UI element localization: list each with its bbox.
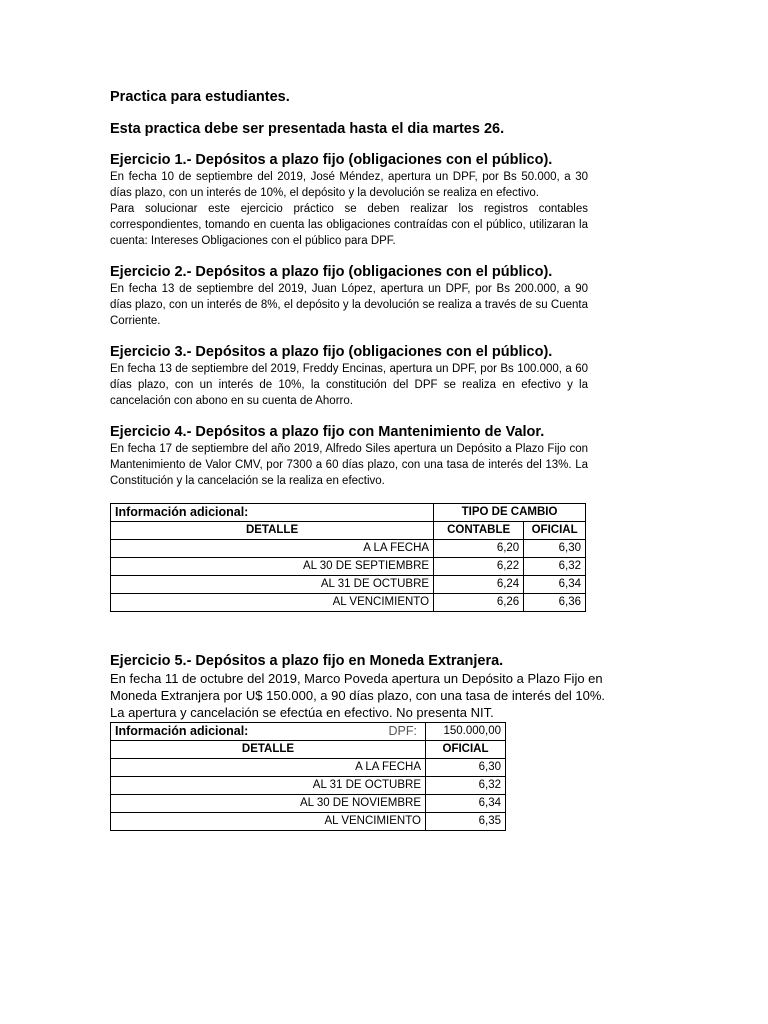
row-label: AL VENCIMIENTO — [111, 594, 434, 612]
row-label: AL VENCIMIENTO — [111, 813, 426, 831]
oficial-value: 6,34 — [524, 576, 586, 594]
ex2-heading: Ejercicio 2.- Depósitos a plazo fijo (obligaciones con el público). — [110, 264, 553, 280]
row-label: AL 30 DE NOVIEMBRE — [111, 795, 426, 813]
ex4-exchange-table — [110, 503, 586, 612]
table-row — [111, 504, 586, 522]
ex5-line-2: Moneda Extranjera por U$ 150.000, a 90 días plazo, con una tasa de interés del 10%. — [110, 688, 606, 703]
contable-value: 6,26 — [434, 594, 524, 612]
ex4-heading: Ejercicio 4.- Depósitos a plazo fijo con Mantenimiento de Valor. — [110, 424, 545, 440]
row-label: AL 31 DE OCTUBRE — [111, 576, 434, 594]
ex2-text: En fecha 13 de septiembre del 2019, Juan López, apertura un DPF, por Bs 200.000, a 90 días plazo, con un interés de 8%, el depósito y la devolución se realiza a través de su Cuenta Corriente. — [110, 283, 588, 327]
oficial-value: 6,34 — [426, 795, 506, 813]
row-label: A LA FECHA — [111, 540, 434, 558]
ex3-text: En fecha 13 de septiembre del 2019, Freddy Encinas, apertura un DPF, por Bs 100.000, a 60 días plazo, con un interés de 10%, la constitución del DPF se realiza en efectivo y la cancelación con abono en su cuenta de Ahorro. — [110, 363, 588, 407]
table-row — [111, 759, 506, 777]
oficial-value: 6,35 — [426, 813, 506, 831]
ex5-heading: Ejercicio 5.- Depósitos a plazo fijo en Moneda Extranjera. — [110, 653, 504, 669]
ex5-exchange-table — [110, 722, 506, 831]
table-row — [111, 576, 586, 594]
ex4-text: En fecha 17 de septiembre del año 2019, Alfredo Siles apertura un Depósito a Plazo Fijo con Mantenimiento de Valor CMV, por 7300 a 60 días plazo, con una tasa de interés del 13%. La Constitución y la cancelación se la realiza en efectivo. — [110, 443, 588, 487]
col-oficial: OFICIAL — [524, 522, 586, 540]
table-row — [111, 522, 586, 540]
oficial-value: 6,32 — [524, 558, 586, 576]
col-detalle: DETALLE — [111, 522, 434, 540]
deadline-note: Esta practica debe ser presentada hasta el dia martes 26. — [110, 121, 505, 137]
info-label: Información adicional: — [115, 724, 249, 738]
document-title: Practica para estudiantes. — [110, 89, 290, 105]
ex1-text: En fecha 10 de septiembre del 2019, José Méndez, apertura un DPF, por Bs 50.000, a 30 días plazo, con un interés de 10%, el depósito y la devolución se realiza en efectivo. — [110, 171, 588, 199]
oficial-value: 6,32 — [426, 777, 506, 795]
ex3-heading: Ejercicio 3.- Depósitos a plazo fijo (obligaciones con el público). — [110, 344, 553, 360]
table-row — [111, 777, 506, 795]
info-cell — [111, 723, 426, 741]
contable-value: 6,20 — [434, 540, 524, 558]
oficial-value: 6,30 — [426, 759, 506, 777]
col-oficial: OFICIAL — [426, 741, 506, 759]
table-row — [111, 723, 506, 741]
document-page — [110, 88, 606, 831]
col-contable: CONTABLE — [434, 522, 524, 540]
dpf-label: DPF: — [388, 724, 417, 738]
group-header: TIPO DE CAMBIO — [434, 504, 586, 522]
ex5-line-3: La apertura y cancelación se efectúa en efectivo. No presenta NIT. — [110, 705, 494, 720]
dpf-value: 150.000,00 — [426, 723, 506, 741]
ex1-heading: Ejercicio 1.- Depósitos a plazo fijo (obligaciones con el público). — [110, 152, 553, 168]
col-detalle: DETALLE — [111, 741, 426, 759]
row-label: A LA FECHA — [111, 759, 426, 777]
oficial-value: 6,36 — [524, 594, 586, 612]
row-label: AL 31 DE OCTUBRE — [111, 777, 426, 795]
info-label: Información adicional: — [111, 504, 434, 522]
table-row — [111, 594, 586, 612]
table-row — [111, 558, 586, 576]
contable-value: 6,24 — [434, 576, 524, 594]
ex5-line-1: En fecha 11 de octubre del 2019, Marco Poveda apertura un Depósito a Plazo Fijo en — [110, 671, 603, 686]
ex1-text-2: Para solucionar este ejercicio práctico se deben realizar los registros contables correspondientes, tomando en cuenta las obligaciones contraídas con el público, utilizaran la cuenta: Intereses Obligaciones con el público para DPF. — [110, 203, 588, 247]
table-row — [111, 795, 506, 813]
table-row — [111, 741, 506, 759]
table-row — [111, 813, 506, 831]
oficial-value: 6,30 — [524, 540, 586, 558]
contable-value: 6,22 — [434, 558, 524, 576]
row-label: AL 30 DE SEPTIEMBRE — [111, 558, 434, 576]
table-row — [111, 540, 586, 558]
